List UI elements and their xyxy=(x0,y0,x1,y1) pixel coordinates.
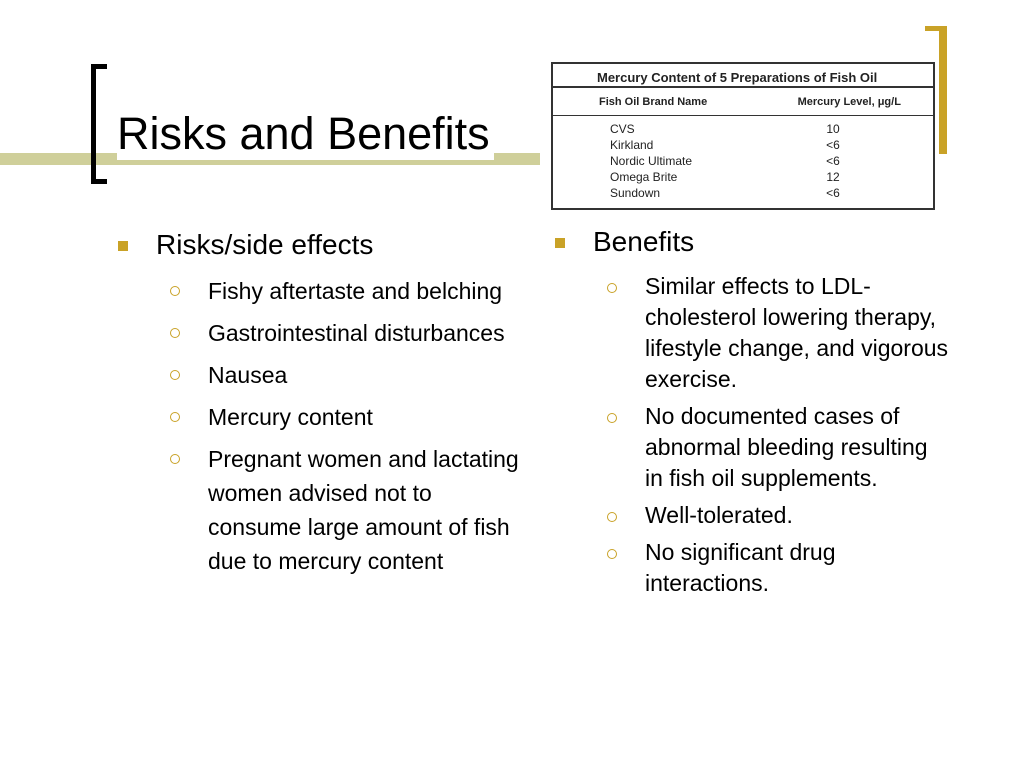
table-row xyxy=(553,153,933,169)
list-item-text: No documented cases of abnormal bleeding resulting in fish oil supplements. xyxy=(645,403,928,491)
circle-bullet-icon xyxy=(607,549,617,559)
circle-bullet-icon xyxy=(170,328,180,338)
square-bullet-icon xyxy=(118,241,128,251)
circle-bullet-icon xyxy=(170,370,180,380)
table-header-row xyxy=(553,88,933,116)
table-body xyxy=(553,116,933,201)
benefits-heading: Benefits xyxy=(593,226,695,257)
circle-bullet-icon xyxy=(607,283,617,293)
benefits-heading-item xyxy=(555,225,950,259)
list-item xyxy=(170,316,528,350)
list-item-text: No significant drug interactions. xyxy=(645,539,836,596)
table-cell-brand: Omega Brite xyxy=(610,170,678,184)
table-cell-brand: Nordic Ultimate xyxy=(610,154,693,168)
table-header-brand: Fish Oil Brand Name xyxy=(599,95,708,108)
list-item-text: Gastrointestinal disturbances xyxy=(208,320,505,346)
circle-bullet-icon xyxy=(170,412,180,422)
risks-heading-item xyxy=(118,228,528,262)
table-cell-level: 10 xyxy=(826,122,840,136)
table-cell-level: 12 xyxy=(826,170,840,184)
table-cell-brand: Kirkland xyxy=(610,138,654,152)
table-cell-level: <6 xyxy=(826,138,840,152)
table-row xyxy=(553,137,933,153)
risks-list xyxy=(118,274,528,578)
list-item xyxy=(170,274,528,308)
list-item-text: Nausea xyxy=(208,362,288,388)
list-item-text: Mercury content xyxy=(208,404,373,430)
circle-bullet-icon xyxy=(170,286,180,296)
table-caption: Mercury Content of 5 Preparations of Fish Oil xyxy=(553,64,933,88)
table-cell-level: <6 xyxy=(826,186,840,200)
table-cell-brand: CVS xyxy=(610,122,635,136)
list-item xyxy=(607,271,950,395)
circle-bullet-icon xyxy=(170,454,180,464)
table-cell-brand: Sundown xyxy=(610,186,661,200)
square-bullet-icon xyxy=(555,238,565,248)
list-item xyxy=(170,400,528,434)
list-item-text: Fishy aftertaste and belching xyxy=(208,278,503,304)
circle-bullet-icon xyxy=(607,413,617,423)
list-item xyxy=(170,358,528,392)
list-item xyxy=(607,500,950,531)
circle-bullet-icon xyxy=(607,512,617,522)
list-item-text: Similar effects to LDL-cholesterol lowering therapy, lifestyle change, and vigorous exercise. xyxy=(645,273,949,392)
list-item-text: Well-tolerated. xyxy=(645,502,793,528)
slide-title: Risks and Benefits xyxy=(117,108,494,160)
list-item xyxy=(607,401,950,494)
risks-column xyxy=(118,228,528,586)
list-item-text: Pregnant women and lactating women advised not to consume large amount of fish due to mercury content xyxy=(208,446,519,574)
table-header-mercury: Mercury Level, μg/L xyxy=(797,95,901,108)
benefits-column xyxy=(555,225,950,605)
risks-heading: Risks/side effects xyxy=(156,229,374,260)
left-bracket-decoration xyxy=(91,64,107,184)
benefits-list xyxy=(555,271,950,599)
table-cell-level: <6 xyxy=(826,154,840,168)
table-row xyxy=(553,121,933,137)
list-item xyxy=(170,442,528,578)
list-item xyxy=(607,537,950,599)
table-row xyxy=(553,185,933,201)
mercury-table xyxy=(551,62,935,210)
table-row xyxy=(553,169,933,185)
